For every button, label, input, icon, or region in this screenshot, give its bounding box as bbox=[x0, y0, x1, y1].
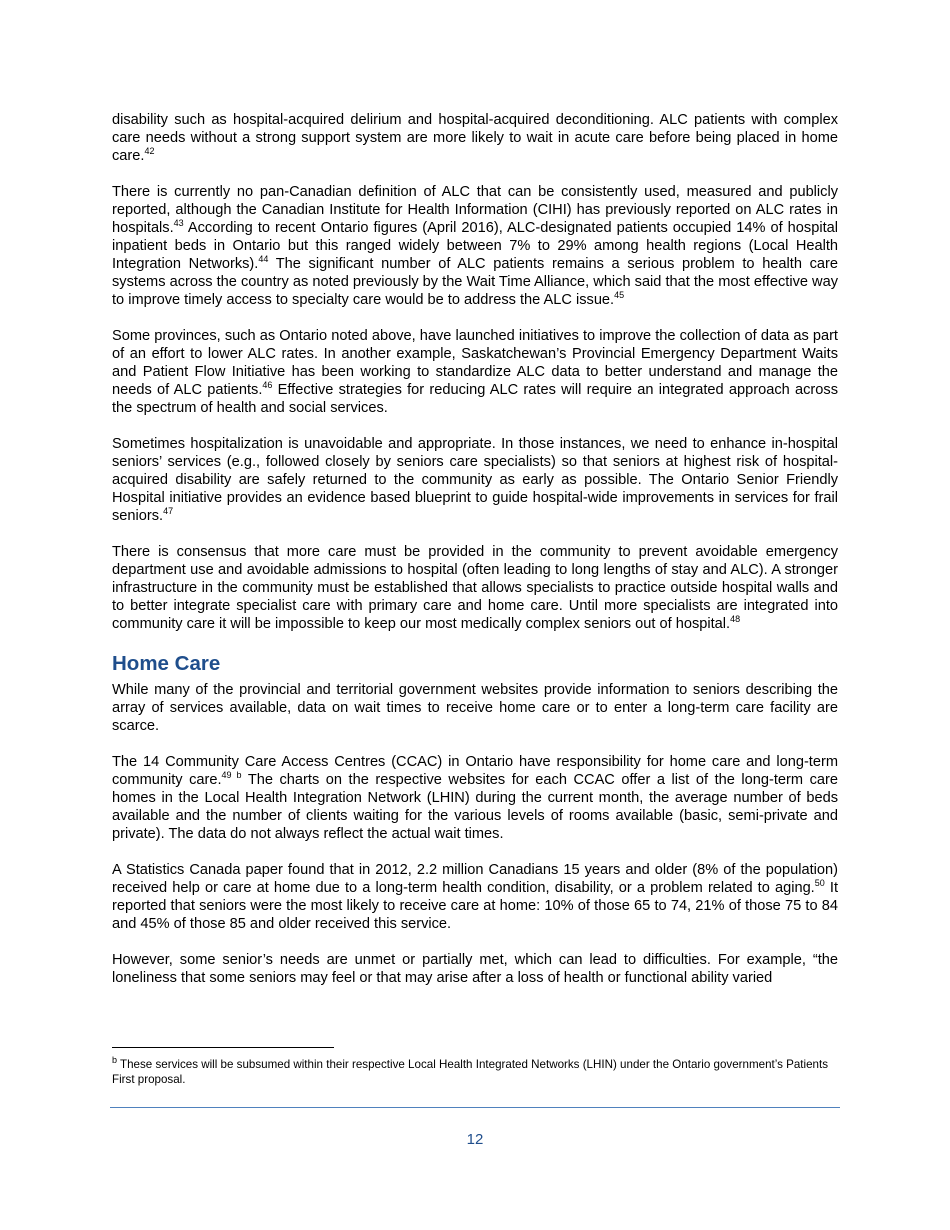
document-body bbox=[112, 111, 838, 1005]
page-number: 12 bbox=[466, 1131, 484, 1148]
endnote-ref[interactable]: 42 bbox=[144, 146, 155, 157]
paragraph-statistics-canada: A Statistics Canada paper found that in 2012, 2.2 million Canadians 15 years and older (8% of the population) received help or care at home due to a long-term health condition, disability, or a problem related to aging.$^{50}$ It reported that seniors were the most likely to receive care at home: 10% of those 65 to 74, 21% of those 75 to 84 and 45% of those 85 and older received this service. bbox=[112, 862, 838, 932]
endnote-ref[interactable]: 49 b bbox=[221, 770, 242, 781]
footnote-marker: b bbox=[112, 1055, 118, 1066]
paragraph-government-websites: While many of the provincial and territorial government websites provide information to seniors describing the array of services available, data on wait times to receive home care or to enter a long-term care facility are scarce. bbox=[112, 682, 838, 734]
endnote-ref[interactable]: 43 bbox=[173, 218, 184, 229]
endnote-ref[interactable]: 45 bbox=[614, 290, 625, 301]
paragraph-alc-delirium: disability such as hospital-acquired delirium and hospital-acquired deconditioning. ALC patients with complex care needs without a strong support system are more likely to wait in acute care before being placed in home care.$^{42}$ bbox=[112, 112, 838, 164]
footnote-text: These services will be subsumed within their respective Local Health Integrated Networks (LHIN) under the Ontario government’s Patients First proposal. bbox=[112, 1058, 829, 1086]
section-heading-home-care: Home Care bbox=[112, 652, 221, 675]
paragraph-provinces-initiatives: Some provinces, such as Ontario noted above, have launched initiatives to improve the collection of data as part of an effort to lower ALC rates. In another example, Saskatchewan’s Provincial Emergency Department Waits and Patient Flow Initiative has been working to standardize ALC data to better understand and manage the needs of ALC patients.$^{46}$ Effective strategies for reducing ALC rates will require an integrated approach across the spectrum of health and social services. bbox=[112, 328, 838, 416]
footnote-divider bbox=[112, 1047, 334, 1048]
paragraph-ccac: The 14 Community Care Access Centres (CCAC) in Ontario have responsibility for home care and long-term community care.$^{49 b}$ The charts on the respective websites for each CCAC offer a list of the long-term care homes in the Local Health Integration Network (LHIN) during the current month, the average number of beds available and the number of clients waiting for the various levels of rooms available (basic, semi-private and private). The data do not always reflect the actual wait times. bbox=[112, 754, 838, 842]
paragraph-alc-definition: There is currently no pan-Canadian definition of ALC that can be consistently used, measured and publicly reported, although the Canadian Institute for Health Information (CIHI) has previously reported on ALC rates in hospitals.$^{43}$ According to recent Ontario figures (April 2016), ALC-designated patients occupied 14% of hospital inpatient beds in Ontario but this ranged widely between 7% to 29% among health regions (Local Health Integration Networks).$^{44}$ The significant number of ALC patients remains a serious problem to health care systems across the country as noted previously by the Wait Time Alliance, which said that the most effective way to improve timely access to specialty care would be to address the ALC issue.$^{45}$ bbox=[112, 184, 838, 308]
paragraph-community-care: There is consensus that more care must be provided in the community to prevent avoidable emergency department use and avoidable admissions to hospital (often leading to long lengths of stay and ALC). A stronger infrastructure in the community must be established that allows specialists to practice outside hospital walls and to better integrate specialist care with primary care and home care. Until more specialists are integrated into community care it will be impossible to keep our most medically complex seniors out of hospital.$^{48}$ bbox=[112, 544, 838, 632]
footer-divider bbox=[110, 1107, 840, 1108]
endnote-ref[interactable]: 46 bbox=[262, 380, 273, 391]
footnote bbox=[112, 1057, 838, 1087]
paragraph-unmet-needs: However, some senior’s needs are unmet or partially met, which can lead to difficulties. For example, “the loneliness that some seniors may feel or that may arise after a loss of health or functional ability varied bbox=[112, 952, 838, 986]
paragraph-hospitalization: Sometimes hospitalization is unavoidable and appropriate. In those instances, we need to enhance in-hospital seniors’ services (e.g., followed closely by seniors care specialists) so that seniors at highest risk of hospital-acquired disability are safely returned to the community as early as possible. The Ontario Senior Friendly Hospital initiative provides an evidence based blueprint to guide hospital-wide improvements in services for frail seniors.$^{47}$ bbox=[112, 436, 838, 524]
endnote-ref[interactable]: 50 bbox=[814, 878, 825, 889]
endnote-ref[interactable]: 44 bbox=[258, 254, 269, 265]
endnote-ref[interactable]: 48 bbox=[730, 614, 741, 625]
endnote-ref[interactable]: 47 bbox=[163, 506, 174, 517]
